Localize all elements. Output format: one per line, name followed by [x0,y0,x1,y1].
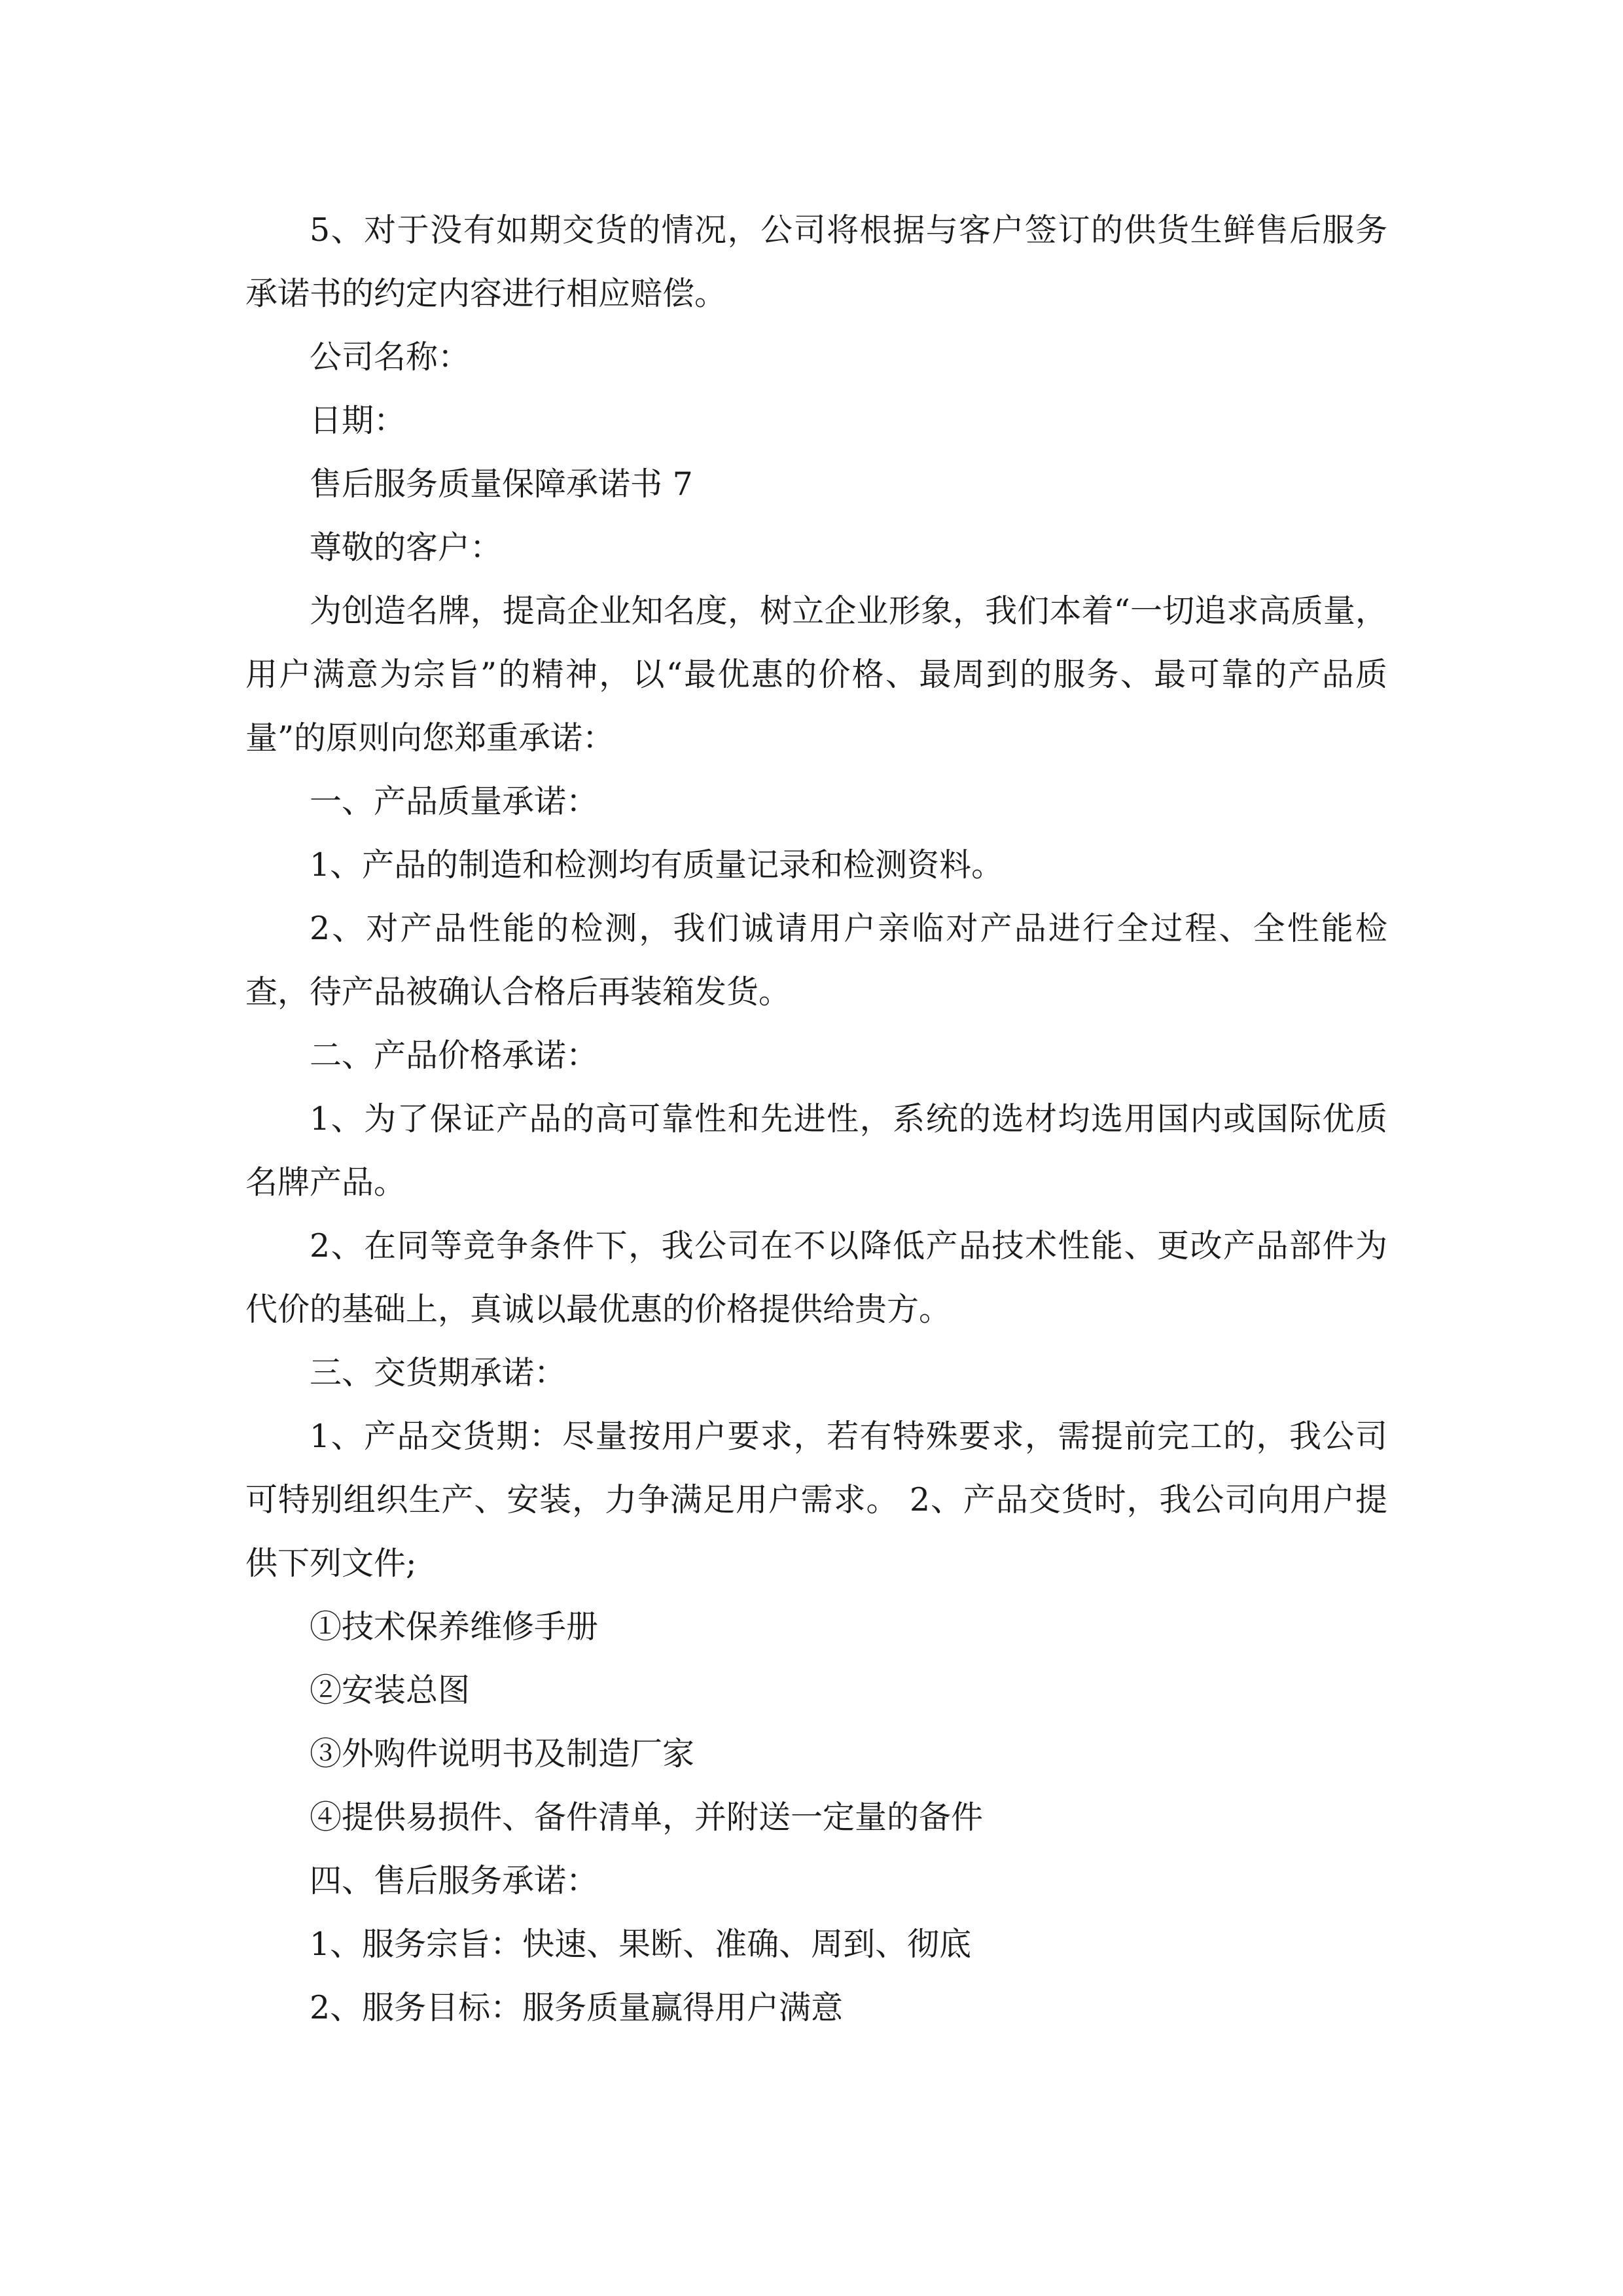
company-name-line: 公司名称： [310,338,471,376]
delivery-item-1: 1、产品交货期：尽量按用户要求，若有特殊要求，需提前完工的，我公司可特别组织生产、安装，力争满足用户需求。 2、产品交货时，我公司向用户提供下列文件; [245,1418,1387,1582]
heading-delivery: 三、交货期承诺： [310,1354,567,1391]
price-item-1: 1、为了保证产品的高可靠性和先进性，系统的选材均选用国内或国际优质名牌产品。 [245,1100,1387,1201]
intro-paragraph: 为创造名牌，提高企业知名度，树立企业形象，我们本着“一切追求高质量，用户满意为宗旨”的精神，以“最优惠的价格、最周到的服务、最可靠的产品质量”的原则向您郑重承诺： [245,592,1387,757]
after-sales-item-1: 1、服务宗旨：快速、果断、准确、周到、彻底 [310,1926,972,1963]
salutation: 尊敬的客户： [310,529,503,566]
quality-item-1: 1、产品的制造和检测均有质量记录和检测资料。 [310,846,1004,884]
quality-item-2: 2、对产品性能的检测，我们诚请用户亲临对产品进行全过程、全性能检查，待产品被确认合格后再装箱发货。 [245,910,1387,1011]
document-list-item-4: ④提供易损件、备件清单，并附送一定量的备件 [310,1799,984,1836]
heading-quality: 一、产品质量承诺： [310,783,599,820]
document-body [245,198,1387,2039]
section-title: 售后服务质量保障承诺书 7 [310,465,693,503]
paragraph-delivery-compensation: 5、对于没有如期交货的情况，公司将根据与客户签订的供货生鲜售后服务承诺书的约定内容进行相应赔偿。 [245,211,1387,312]
heading-price: 二、产品价格承诺： [310,1037,599,1074]
heading-after-sales: 四、售后服务承诺： [310,1862,599,1899]
document-list-item-2: ②安装总图 [310,1672,471,1709]
document-list-item-1: ①技术保养维修手册 [310,1608,599,1645]
document-list-item-3: ③外购件说明书及制造厂家 [310,1735,695,1772]
after-sales-item-2: 2、服务目标：服务质量赢得用户满意 [310,1989,844,2026]
date-line: 日期： [310,402,406,439]
price-item-2: 2、在同等竞争条件下，我公司在不以降低产品技术性能、更改产品部件为代价的基础上，真诚以最优惠的价格提供给贵方。 [245,1227,1387,1328]
